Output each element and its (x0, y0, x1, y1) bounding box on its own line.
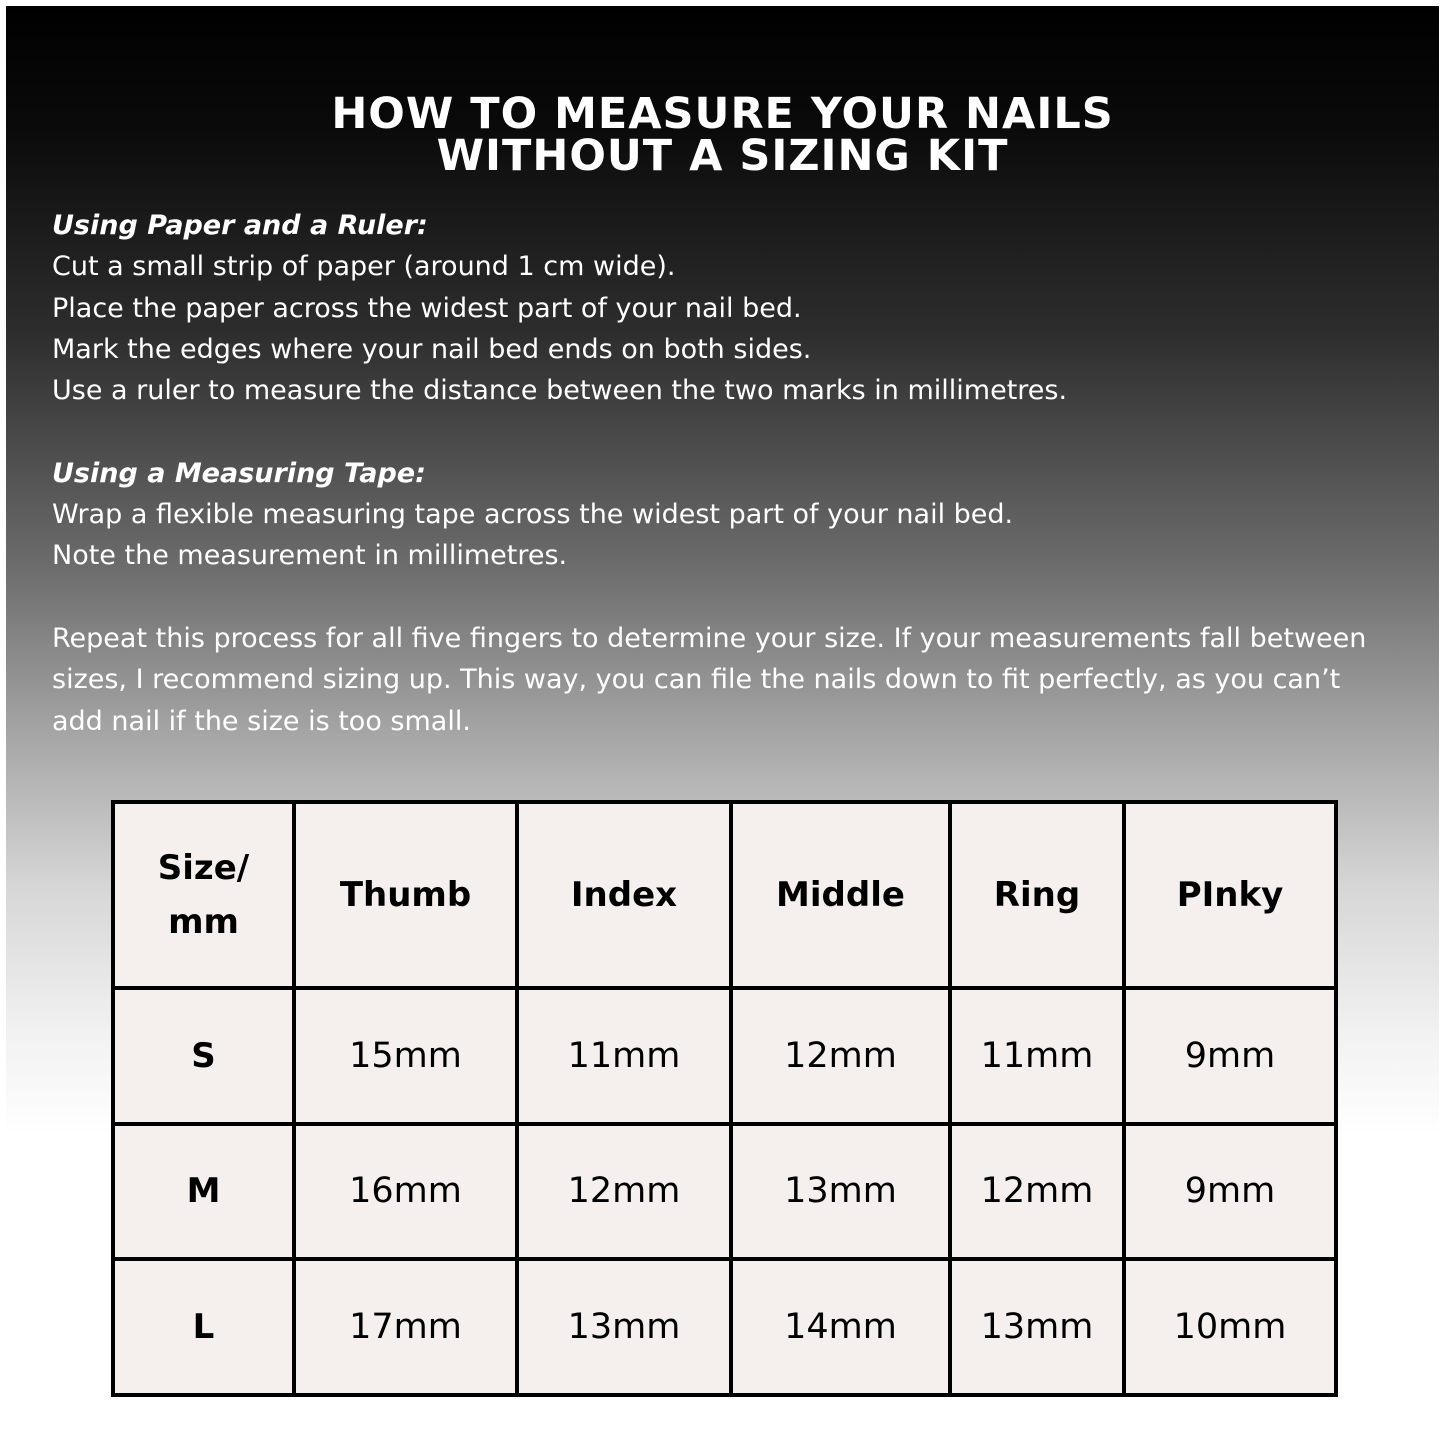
table-cell: 13mm (517, 1259, 731, 1395)
size-mm-header (113, 802, 294, 988)
page-title-line-2: WITHOUT A SIZING KIT (436, 131, 1009, 181)
table-cell: 12mm (950, 1124, 1124, 1260)
tape-step-1: Wrap a flexible measuring tape across the widest part of your nail bed. (52, 499, 1014, 531)
instructions (52, 205, 1412, 742)
spacer (52, 577, 1412, 618)
table-row (113, 1259, 1336, 1395)
column-header-thumb: Thumb (294, 802, 517, 988)
column-header-pinky: PInky (1124, 802, 1336, 988)
table-cell: 10mm (1124, 1259, 1336, 1395)
tape-method-heading: Using a Measuring Tape: (52, 457, 426, 489)
table-cell: 16mm (294, 1124, 517, 1260)
table-cell: 11mm (517, 988, 731, 1124)
paper-method-section (52, 205, 1412, 411)
sizing-note: Repeat this process for all five fingers to determine your size. If your measurements fall between sizes, I recommend sizing up. This way, you can file the nails down to fit perfectly, as you can’t add nail if the size is too small. (52, 622, 1367, 737)
table-row (113, 1124, 1336, 1260)
paper-method-heading: Using Paper and a Ruler: (52, 210, 428, 241)
column-header-ring: Ring (950, 802, 1124, 988)
spacer (52, 411, 1412, 452)
page-title (0, 89, 1445, 181)
paper-step-2: Place the paper across the widest part of your nail bed. (52, 292, 802, 324)
tape-step-2: Note the measurement in millimetres. (52, 540, 568, 572)
table-cell: 17mm (294, 1259, 517, 1395)
table-cell: 14mm (731, 1259, 950, 1395)
table-cell: 13mm (731, 1124, 950, 1260)
table-cell: 9mm (1124, 988, 1336, 1124)
table-cell: 11mm (950, 988, 1124, 1124)
tape-method-section (52, 453, 1412, 577)
table-cell: 15mm (294, 988, 517, 1124)
size-header-line-2: mm (168, 901, 239, 942)
paper-step-3: Mark the edges where your nail bed ends on both sides. (52, 333, 812, 365)
table-cell: 12mm (731, 988, 950, 1124)
size-label-l: L (113, 1259, 294, 1395)
size-chart-table (111, 800, 1338, 1397)
page-title-line-1: HOW TO MEASURE YOUR NAILS (331, 89, 1114, 139)
table-cell: 9mm (1124, 1124, 1336, 1260)
size-header-line-1: Size/ (157, 847, 250, 888)
table-cell: 12mm (517, 1124, 731, 1260)
table-cell: 13mm (950, 1259, 1124, 1395)
paper-step-1: Cut a small strip of paper (around 1 cm wide). (52, 251, 676, 283)
column-header-middle: Middle (731, 802, 950, 988)
size-label-m: M (113, 1124, 294, 1260)
size-label-s: S (113, 988, 294, 1124)
paper-step-4: Use a ruler to measure the distance between the two marks in millimetres. (52, 375, 1068, 407)
column-header-index: Index (517, 802, 731, 988)
table-row (113, 988, 1336, 1124)
table-header-row (113, 802, 1336, 988)
